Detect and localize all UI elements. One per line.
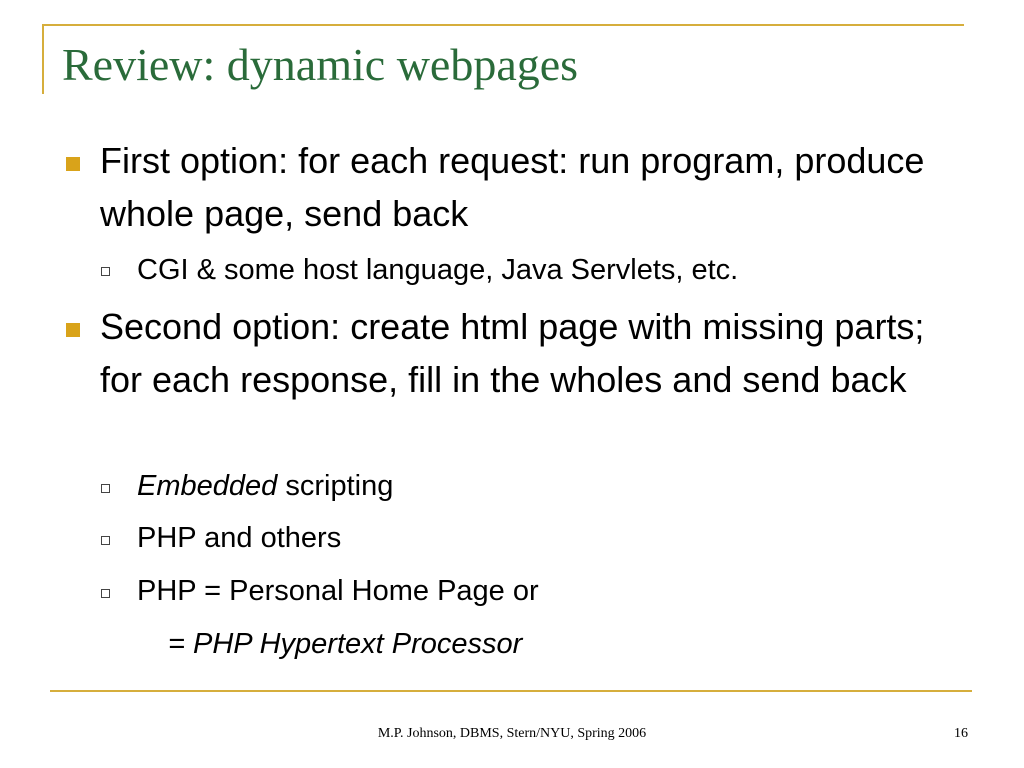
hollow-square-bullet-icon xyxy=(101,589,110,598)
bottom-rule xyxy=(50,690,972,692)
emphasis-text: Embedded xyxy=(137,470,278,502)
hollow-square-bullet-icon xyxy=(101,484,110,493)
left-rule xyxy=(42,24,44,94)
page-number: 16 xyxy=(954,726,968,741)
slide-title: Review: dynamic webpages xyxy=(62,39,579,90)
hollow-square-bullet-icon xyxy=(101,267,110,276)
bullet-1-sub-1: CGI & some host language, Java Servlets, etc. xyxy=(137,254,739,286)
bullet-1-text: First option: for each request: run program, produce whole page, send back xyxy=(100,140,925,234)
bullet-2-sub-1 xyxy=(137,466,957,506)
bullet-2-sub-3: PHP = Personal Home Page or xyxy=(137,575,539,607)
top-rule xyxy=(44,24,964,26)
square-bullet-icon xyxy=(66,323,80,337)
square-bullet-icon xyxy=(66,157,80,171)
bullet-2-sub-3-continuation: = PHP Hypertext Processor xyxy=(168,628,523,660)
bullet-2-text: Second option: create html page with missing parts; for each response, fill in the wholes and send back xyxy=(100,306,925,400)
sub-text-rest: scripting xyxy=(277,470,394,502)
footer-text: M.P. Johnson, DBMS, Stern/NYU, Spring 2006 xyxy=(377,726,647,741)
hollow-square-bullet-icon xyxy=(101,536,110,545)
bullet-2-sub-2: PHP and others xyxy=(137,522,342,554)
